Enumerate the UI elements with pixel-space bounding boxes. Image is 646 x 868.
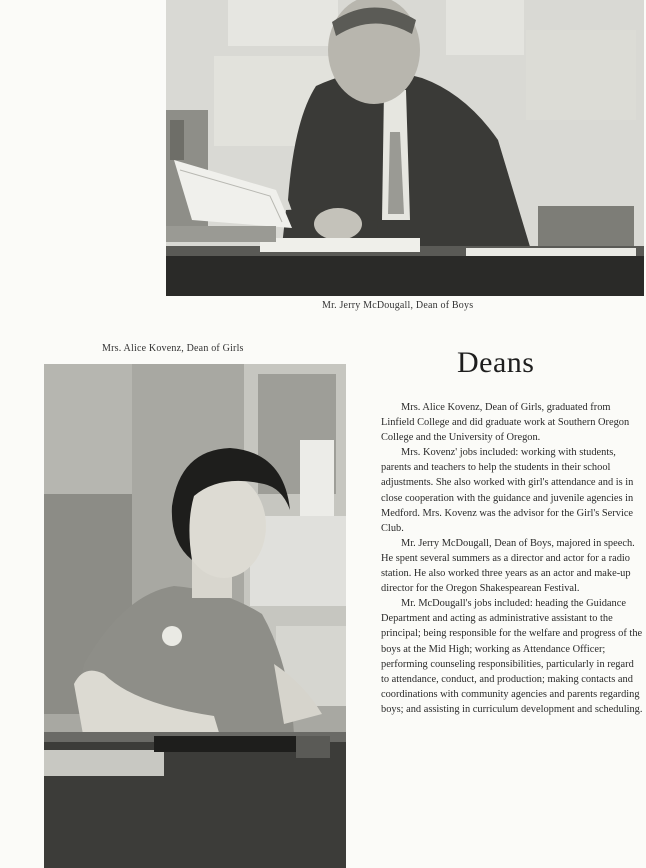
dean-of-boys-photo bbox=[166, 0, 644, 296]
dean-of-girls-photo bbox=[44, 364, 346, 868]
dean-of-girls-caption: Mrs. Alice Kovenz, Dean of Girls bbox=[102, 343, 244, 354]
paragraph: Mrs. Alice Kovenz, Dean of Girls, graduated from Linfield College and did graduate work at Southern Oregon College and the University of Oregon. bbox=[381, 402, 630, 444]
paragraph: Mrs. Kovenz' jobs included: working with students, parents and teachers to help the students in their school adjustments. She also worked with girl's attendance and is in close cooperation with the guidance and juvenile agencies in Medford. Mrs. Kovenz was the advisor for the Girl's Service Club. bbox=[381, 447, 634, 534]
paragraph: Mr. McDougall's jobs included: heading the Guidance Department and acting as administrative assistant to the principal; being responsible for the welfare and progress of the boys at the Mid High; working as Attendance Officer; performing counseling responsibilities, particularly in regard to attendance, conduct, and production; making contacts and coordinations with community agencies and parents regarding boys; and assisting in curriculum development and scheduling. bbox=[381, 598, 643, 715]
dean-of-boys-caption: Mr. Jerry McDougall, Dean of Boys bbox=[322, 300, 474, 311]
dean-of-boys-photo-image bbox=[166, 0, 644, 296]
paragraph: Mr. Jerry McDougall, Dean of Boys, majored in speech. He spent several summers as a director and actor for a radio station. He also worked three years as an actor and make-up director for the Oregon Shakespearean Festival. bbox=[381, 537, 635, 595]
section-title: Deans bbox=[457, 346, 535, 379]
dean-of-girls-photo-image bbox=[44, 364, 346, 868]
article-body bbox=[381, 400, 643, 717]
